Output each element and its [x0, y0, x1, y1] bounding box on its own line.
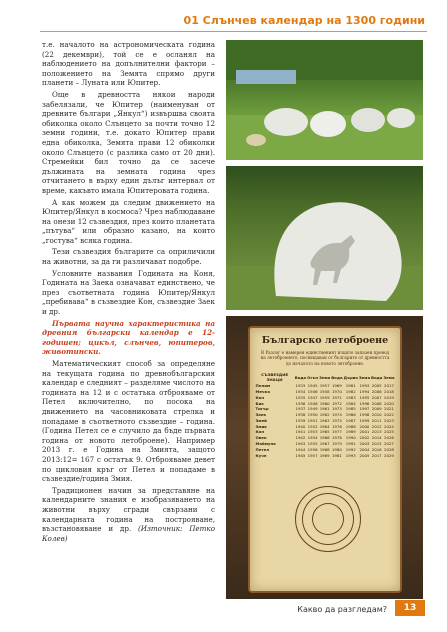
table-header: Земя — [383, 374, 395, 380]
year-cell: 2021 — [384, 406, 394, 412]
year-cell: 1979 — [331, 440, 342, 446]
year-cell: 2028 — [384, 446, 394, 452]
year-cell: 1981 — [345, 383, 356, 389]
year-cell: 1961 — [319, 406, 330, 412]
year-cell: 1943 — [295, 440, 306, 446]
year-cell: 2008 — [371, 400, 382, 406]
year-cell: 1980 — [331, 446, 342, 452]
horse-stone-photo — [226, 166, 423, 310]
table-header: Вода — [294, 374, 307, 380]
paragraph-5: Условните названия Годината на Коня, Годината на Заека означават единствено, че през съответната година Юпитер/Янкул „пребивава“ в съзвездие Кон, съзвездие Заек и др. — [42, 268, 215, 317]
year-cell: 1954 — [307, 435, 318, 441]
year-cell: 1974 — [331, 412, 342, 418]
year-cell: 2012 — [371, 423, 382, 429]
paragraph-7 — [42, 486, 215, 544]
year-cell: 1984 — [345, 400, 356, 406]
year-cell: 1971 — [331, 394, 342, 400]
horse-stone-illustration — [226, 166, 423, 310]
year-cell: 2017 — [371, 452, 382, 458]
year-cell: 1945 — [295, 452, 306, 458]
bulgarian-calendar-photo — [226, 316, 423, 599]
year-cell: 1975 — [331, 417, 342, 423]
year-cell: 1992 — [345, 446, 356, 452]
year-cell: 1968 — [319, 446, 330, 452]
scroll-intro: В Разлог е намерен единственият изцяло запазен превод на летоброенето, посвящаван от българите от древността до началото на новото летоброене. — [260, 350, 390, 366]
year-cell: 2007 — [371, 394, 382, 400]
year-cell: 1951 — [307, 417, 318, 423]
year-cell: 2014 — [371, 435, 382, 441]
year-cell: 2019 — [384, 394, 394, 400]
zodiac-wheel — [295, 486, 361, 552]
year-cell: 2009 — [371, 406, 382, 412]
year-cell: 1957 — [307, 452, 318, 458]
constellation-name: Петел — [255, 446, 270, 452]
year-cell: 1942 — [295, 435, 306, 441]
year-cell: 2010 — [371, 412, 382, 418]
year-cell: 1953 — [307, 429, 318, 435]
footer-caption: Какво да разгледам? — [297, 605, 387, 614]
year-cell: 2011 — [371, 417, 382, 423]
year-cell: 1944 — [295, 446, 306, 452]
year-cell: 2016 — [371, 446, 382, 452]
year-cell: 2004 — [359, 446, 370, 452]
header — [0, 0, 447, 26]
year-cell: 2013 — [371, 429, 382, 435]
calendar-scroll — [248, 326, 402, 593]
year-cell: 1947 — [307, 394, 318, 400]
year-cell: 1969 — [331, 383, 342, 389]
year-cell: 1967 — [319, 440, 330, 446]
header-divider — [40, 31, 427, 32]
paragraph-1: т.е. началото на астрономическата година (22 декември), той се е осланял на наблюдението на допълнителни фактори – положението на Земята спрямо други планети – Луната или Юпитер. — [42, 40, 215, 88]
year-cell: 2022 — [384, 412, 394, 418]
year-cell: 1998 — [359, 412, 370, 418]
table-header: Земя — [358, 374, 370, 380]
year-cell: 1945 — [307, 383, 318, 389]
year-cell: 1995 — [359, 394, 370, 400]
year-cell: 2025 — [384, 429, 394, 435]
constellation-name: Куче — [255, 452, 267, 458]
year-cell: 1957 — [319, 383, 330, 389]
paragraph-6: Математическият способ за определяне на текущата година по древнобългарския календар е следният – разделяме числото на годината на 12 и с остатъка отброяваме от Петел включително, по посока на движението на часовниковата стрелка и попадаме в съответното съзвездие – година. (Година Петел се е случило да бъде първата година от новото летоброене). Например 2013 г. е Година на Змията, защото 2013:12= 167 с остатък 9. Отброяваме девет по цикловия кръг от Петел и попадаме в съзвездие/година Змия. — [42, 359, 215, 484]
year-cell: 1972 — [331, 400, 342, 406]
year-cell: 1985 — [345, 406, 356, 412]
year-cell: 2027 — [384, 440, 394, 446]
year-cell: 1966 — [319, 435, 330, 441]
year-cell: 1933 — [295, 383, 306, 389]
year-cell: 2006 — [371, 388, 382, 394]
constellation-name: Змей — [255, 417, 267, 423]
year-cell: 1990 — [345, 435, 356, 441]
article-text — [42, 40, 215, 545]
paragraph-7-text: Традиционен начин за представяне на календарните знания е изобразяването на животни върху сгради свързани с календарната година на построяване, възстановяване и др. — [42, 485, 215, 534]
source-note: (Източник: Петко Колев) — [42, 524, 215, 543]
year-cell: 1987 — [345, 417, 356, 423]
year-cell: 2001 — [359, 429, 370, 435]
constellation-name: Змия — [255, 423, 267, 429]
year-cell: 1936 — [295, 400, 306, 406]
year-cell: 1952 — [307, 423, 318, 429]
year-cell: 2026 — [384, 435, 394, 441]
year-cell: 1996 — [359, 400, 370, 406]
year-cell: 2015 — [371, 440, 382, 446]
year-cell: 1965 — [319, 429, 330, 435]
paragraph-3: А как можем да следим движението на Юпитер/Янкул в космоса? Чрез наблюдаване на онези 12 съзвездия, през които планетата „пътува“ или образно казано, на които „гостува“ всяка година. — [42, 197, 215, 245]
year-cell: 2018 — [384, 388, 394, 394]
chapter-title: 01 Слънчев календар на 1300 години — [183, 14, 425, 27]
table-header: Земя — [319, 374, 331, 380]
page-number: 13 — [395, 600, 425, 616]
year-cell: 1973 — [331, 406, 342, 412]
table-header-row — [255, 372, 395, 383]
constellation-name: Тигър — [255, 406, 269, 412]
year-cell: 1993 — [359, 383, 370, 389]
year-cell: 1949 — [307, 406, 318, 412]
year-cell: 2002 — [359, 435, 370, 441]
year-cell: 1964 — [319, 423, 330, 429]
table-header: Вода — [371, 374, 383, 380]
year-cell: 1955 — [307, 440, 318, 446]
year-cell: 2020 — [384, 400, 394, 406]
year-cell: 1982 — [345, 388, 356, 394]
year-cell: 1937 — [295, 406, 306, 412]
constellation-name: Заек — [255, 412, 267, 418]
scroll-title: Българско летоброене — [261, 335, 389, 346]
year-cell: 2000 — [359, 423, 370, 429]
highlight-paragraph: Първата научна характеристика на древния български календар е 12-годишен; цикъл, слънчев, юпитеров, животински. — [42, 318, 215, 357]
year-cell: 2024 — [384, 423, 394, 429]
constellation-name: Маймуна — [255, 440, 276, 446]
year-cell: 1988 — [345, 423, 356, 429]
year-cell: 1946 — [307, 388, 318, 394]
year-cell: 1956 — [307, 446, 318, 452]
table-header: СЪЗВЕЗДИЕ ЗНАЦИ — [261, 372, 289, 383]
year-cell: 1940 — [295, 423, 306, 429]
year-cell: 1977 — [331, 429, 342, 435]
park-sculptures-photo — [226, 40, 423, 160]
calendar-table — [255, 372, 395, 458]
year-cell: 1976 — [331, 423, 342, 429]
paragraph-2: Още в древността някои народи забелязали, че Юпитер (наименуван от древните българи „Янкул“) извършва своята обиколка около Слънцето за почти точно 12 земни години, т.е. докато Юпитер прави една обиколка, Земята прави 12 обиколки около Слънцето (с разлика само от 20 дни). Стремейки бил точно да се засече дължината на земната година чрез отчитането в върху един дълъг интервал от време, какъвто имала Юпитеровата година. — [42, 89, 215, 195]
year-cell: 1950 — [307, 412, 318, 418]
table-row — [255, 452, 395, 458]
year-cell: 2029 — [384, 452, 394, 458]
year-cell: 2023 — [384, 417, 394, 423]
year-cell: 1993 — [345, 452, 356, 458]
year-cell: 1969 — [319, 452, 330, 458]
constellation-name: Кон — [255, 429, 265, 435]
year-cell: 1962 — [319, 412, 330, 418]
year-cell: 1934 — [295, 388, 306, 394]
year-cell: 1959 — [319, 394, 330, 400]
year-cell: 1970 — [331, 388, 342, 394]
year-cell: 1960 — [319, 400, 330, 406]
year-cell: 2005 — [359, 452, 370, 458]
year-cell: 1991 — [345, 440, 356, 446]
year-cell: 1938 — [295, 412, 306, 418]
year-cell: 1941 — [295, 429, 306, 435]
year-cell: 1935 — [295, 394, 306, 400]
year-cell: 1978 — [331, 435, 342, 441]
year-cell: 2003 — [359, 440, 370, 446]
constellation-name: Кон — [255, 394, 265, 400]
year-cell: 1958 — [319, 388, 330, 394]
year-cell: 2017 — [384, 383, 394, 389]
year-cell: 1989 — [345, 429, 356, 435]
table-header: Вода — [331, 374, 343, 380]
year-cell: 1948 — [307, 400, 318, 406]
park-sculptures-illustration — [226, 40, 423, 160]
constellation-name: Овен — [255, 435, 267, 441]
table-header: Дърво — [343, 374, 358, 380]
year-cell: 1981 — [331, 452, 342, 458]
table-header: Огън — [307, 374, 319, 380]
paragraph-4: Тези съзвездия българите са оприличили на животни, за да ги различават подобре. — [42, 247, 215, 267]
year-cell: 1983 — [345, 394, 356, 400]
year-cell: 1939 — [295, 417, 306, 423]
constellation-name: Пелим — [255, 383, 271, 389]
year-cell: 2005 — [371, 383, 382, 389]
year-cell: 1999 — [359, 417, 370, 423]
year-cell: 1986 — [345, 412, 356, 418]
year-cell: 1963 — [319, 417, 330, 423]
constellation-name: Мечка — [255, 388, 270, 394]
year-cell: 1994 — [359, 388, 370, 394]
constellation-name: Бик — [255, 400, 264, 406]
year-cell: 1997 — [359, 406, 370, 412]
